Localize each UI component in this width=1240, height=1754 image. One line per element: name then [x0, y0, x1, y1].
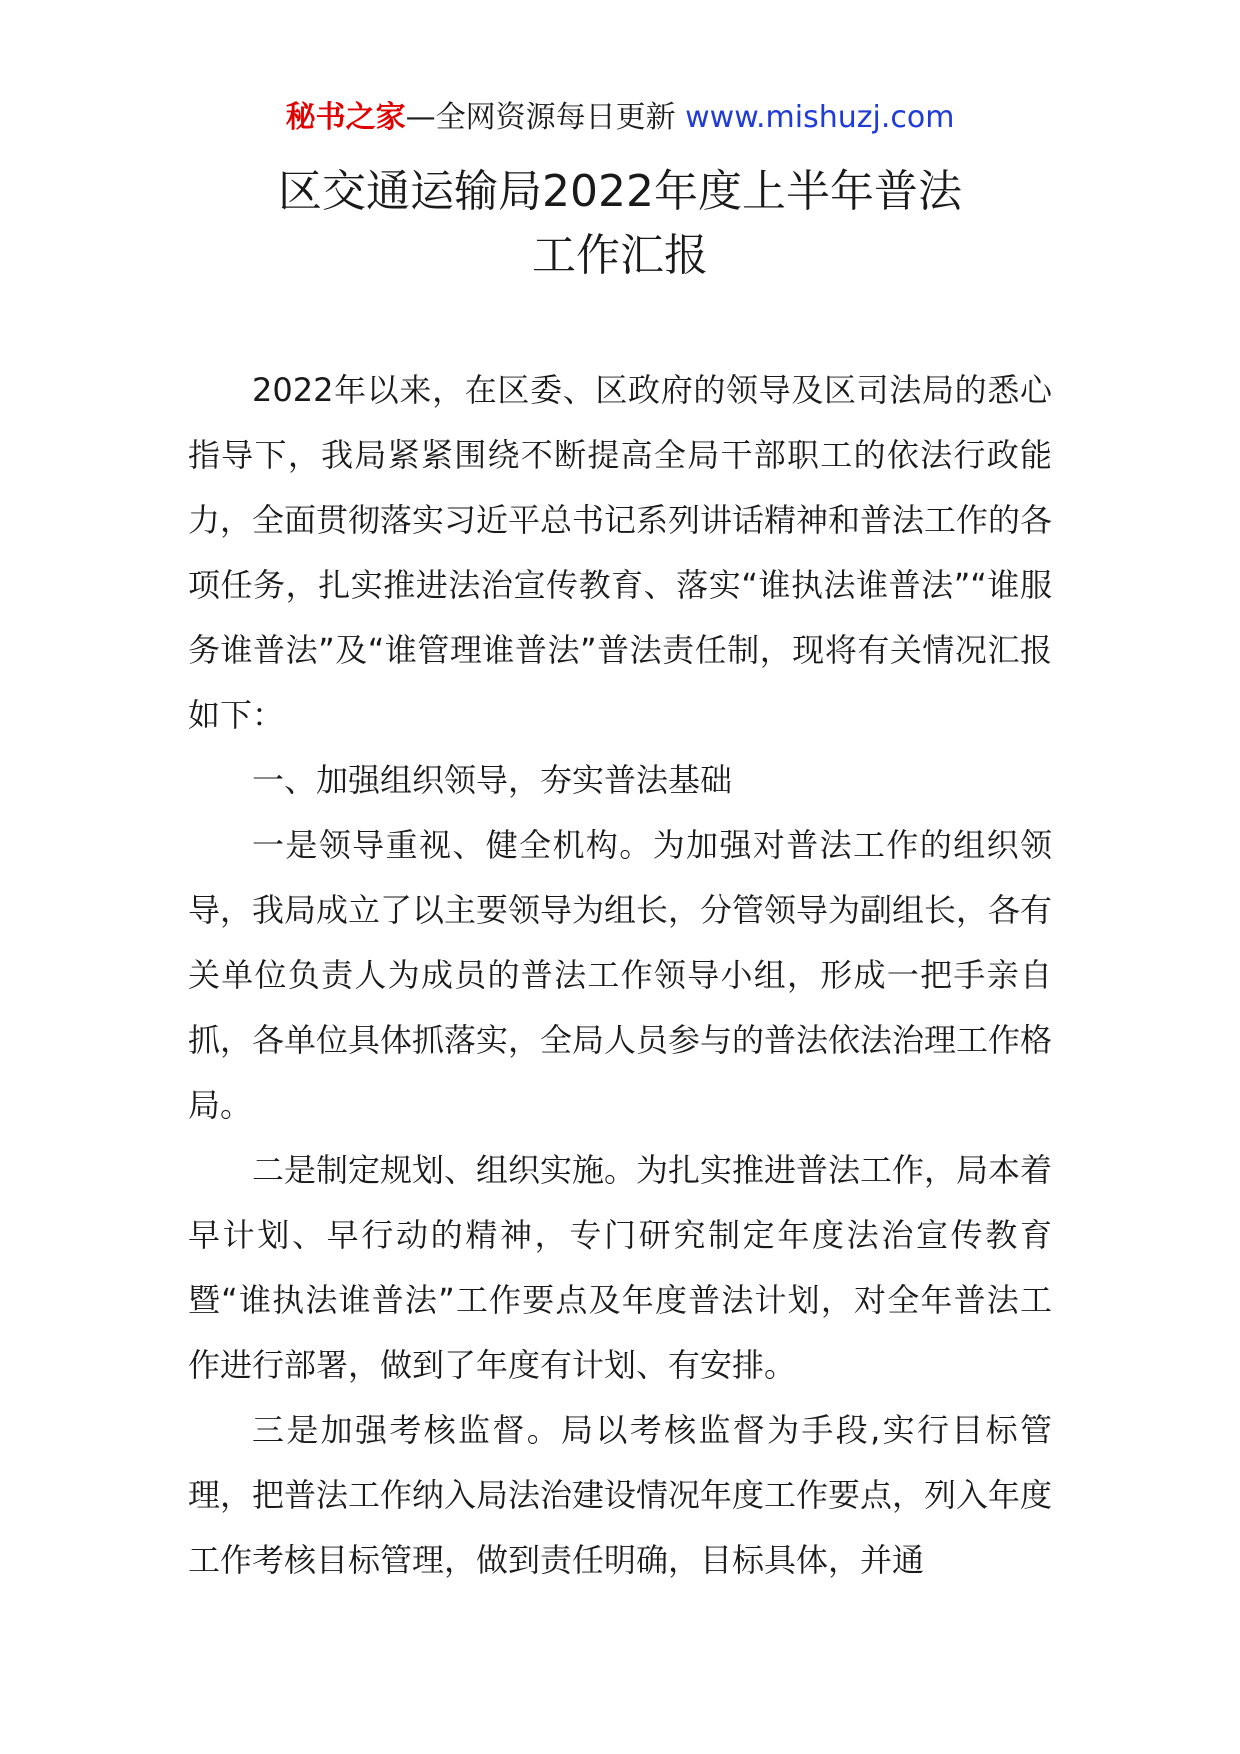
title-line-1: 区交通运输局2022年度上半年普法 — [278, 166, 962, 217]
document-body — [188, 358, 1052, 1593]
section-heading-1: 一、加强组织领导，夯实普法基础 — [252, 761, 733, 799]
brand-name: 秘书之家 — [285, 100, 406, 135]
website-link[interactable]: www.mishuzj.com — [685, 100, 955, 135]
watermark-header — [0, 98, 1240, 138]
intro-paragraph: 2022年以来，在区委、区政府的领导及区司法局的悉心指导下，我局紧紧围绕不断提高全局干部职工的依法行政能力，全面贯彻落实习近平总书记系列讲话精神和普法工作的各项任务，扎实推进法治宣传教育、落实“谁执法谁普法”“谁服务谁普法”及“谁管理谁普法”普法责任制，现将有关情况汇报如下： — [188, 371, 1053, 734]
document-title — [0, 160, 1240, 288]
body-paragraph-2: 二是制定规划、组织实施。为扎实推进普法工作，局本着早计划、早行动的精神，专门研究制定年度法治宣传教育暨“谁执法谁普法”工作要点及年度普法计划，对全年普法工作进行部署，做到了年度有计划、有安排。 — [188, 1151, 1053, 1384]
body-paragraph-3: 三是加强考核监督。局以考核监督为手段,实行目标管理，把普法工作纳入局法治建设情况年度工作要点，列入年度工作考核目标管理，做到责任明确，目标具体，并通 — [188, 1411, 1053, 1579]
body-paragraph-1: 一是领导重视、健全机构。为加强对普法工作的组织领导，我局成立了以主要领导为组长，分管领导为副组长，各有关单位负责人为成员的普法工作领导小组，形成一把手亲自抓，各单位具体抓落实，全局人员参与的普法依法治理工作格局。 — [188, 826, 1053, 1124]
header-tagline: —全网资源每日更新 — [405, 100, 676, 135]
title-line-2: 工作汇报 — [532, 230, 708, 281]
